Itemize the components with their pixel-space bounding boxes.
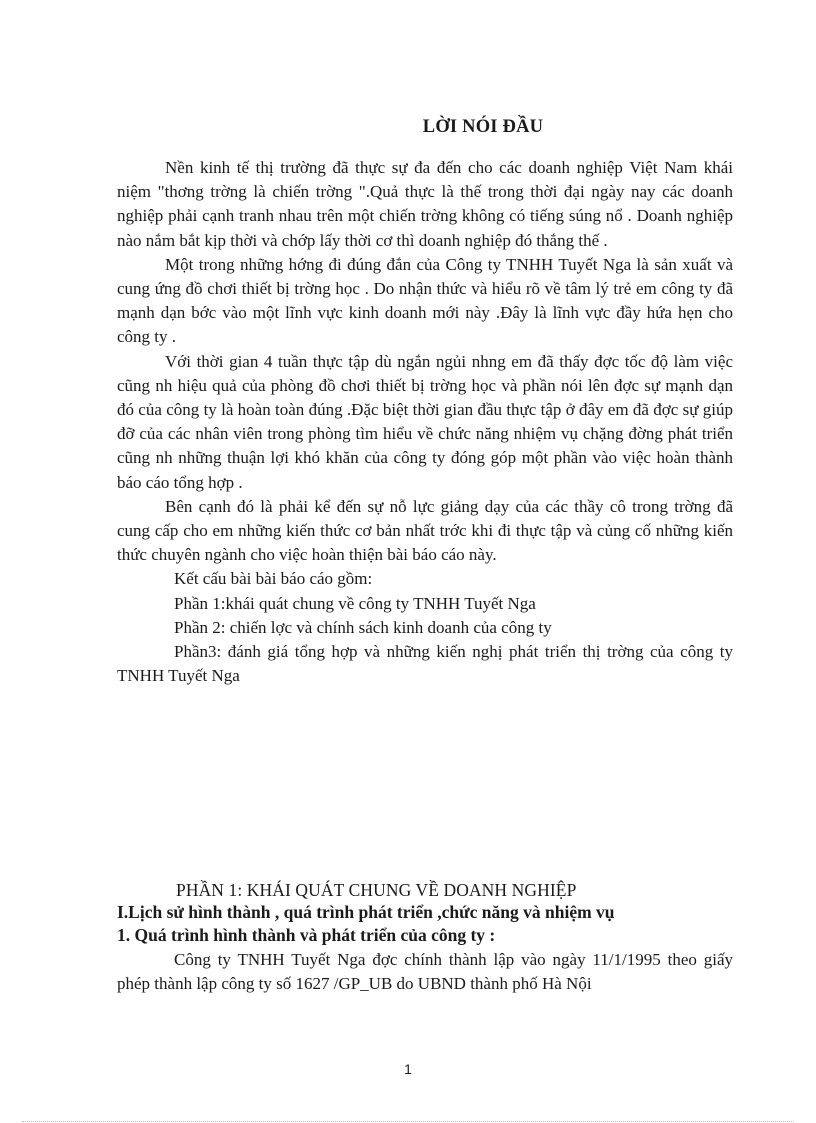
closing-body bbox=[117, 948, 733, 996]
section-title: I.Lịch sử hình thành , quá trình phát triển ,chức năng và nhiệm vụ bbox=[117, 902, 615, 922]
structure-item: Phần 2: chiến lợc và chính sách kinh doanh của công ty bbox=[174, 617, 552, 637]
structure-item: Phần3: đánh giá tổng hợp và những kiến nghị phát triển thị trờng của công ty TNHH Tuyết Nga bbox=[117, 642, 733, 686]
paragraph: Bên cạnh đó là phải kể đến sự nỗ lực giảng dạy của các thầy cô trong trờng đã cung cấp cho em những kiến thức cơ bản nhất trớc khi đi thực tập và củng cố những kiến thức chuyên ngành cho việc hoàn thiện bài báo cáo này. bbox=[117, 496, 733, 565]
part-title: PHẦN 1: KHÁI QUÁT CHUNG VỀ DOANH NGHIỆP bbox=[176, 880, 577, 900]
paragraph: Với thời gian 4 tuần thực tập dù ngắn ngủi nhng em đã thấy đợc tốc độ làm việc cũng nh hiệu quả của phòng đồ chơi thiết bị trờng học và phần nói lên đợc sự mạnh dạn đó của công ty là hoàn toàn đúng .Đặc biệt thời gian đầu thực tập ở đây em đã đợc sự giúp đỡ của các nhân viên trong phòng tìm hiểu về chức năng nhiệm vụ chặng đờng phát triển cũng nh những thuận lợi khó khăn của công ty đóng góp một phần vào việc hoàn thành báo cáo tổng hợp . bbox=[117, 351, 733, 492]
paragraph: Một trong những hớng đi đúng đắn của Công ty TNHH Tuyết Nga là sản xuất và cung ứng đồ chơi thiết bị trờng học . Do nhận thức và hiểu rõ về tâm lý trẻ em công ty đã mạnh dạn bớc vào một lĩnh vực kinh doanh mới này .Đây là lĩnh vực đầy hứa hẹn cho công ty . bbox=[117, 254, 733, 347]
page-number: 1 bbox=[404, 1061, 412, 1077]
paragraph: Nền kinh tế thị trường đã thực sự đa đến cho các doanh nghiệp Việt Nam khái niệm "thơng trờng là chiến trờng ".Quả thực là thế trong thời đại ngày nay các doanh nghiệp phải cạnh tranh nhau trên một chiến trờng không có tiếng súng nổ . Doanh nghiệp nào nắm bắt kịp thời và chớp lấy thời cơ thì doanh nghiệp đó thắng thế . bbox=[117, 158, 733, 250]
page-heading: LỜI NÓI ĐẦU bbox=[422, 117, 544, 137]
preface-body bbox=[117, 156, 733, 688]
page-bottom-divider bbox=[22, 1121, 794, 1122]
subsection-title: 1. Quá trình hình thành và phát triển của công ty : bbox=[117, 925, 496, 945]
paragraph: Công ty TNHH Tuyết Nga đợc chính thành lập vào ngày 11/1/1995 theo giấy phép thành lập công ty số 1627 /GP_UB do UBND thành phố Hà Nội bbox=[117, 950, 733, 994]
structure-intro: Kết cấu bài bài báo cáo gồm: bbox=[174, 569, 373, 589]
structure-item: Phần 1:khái quát chung về công ty TNHH Tuyết Nga bbox=[174, 593, 536, 613]
